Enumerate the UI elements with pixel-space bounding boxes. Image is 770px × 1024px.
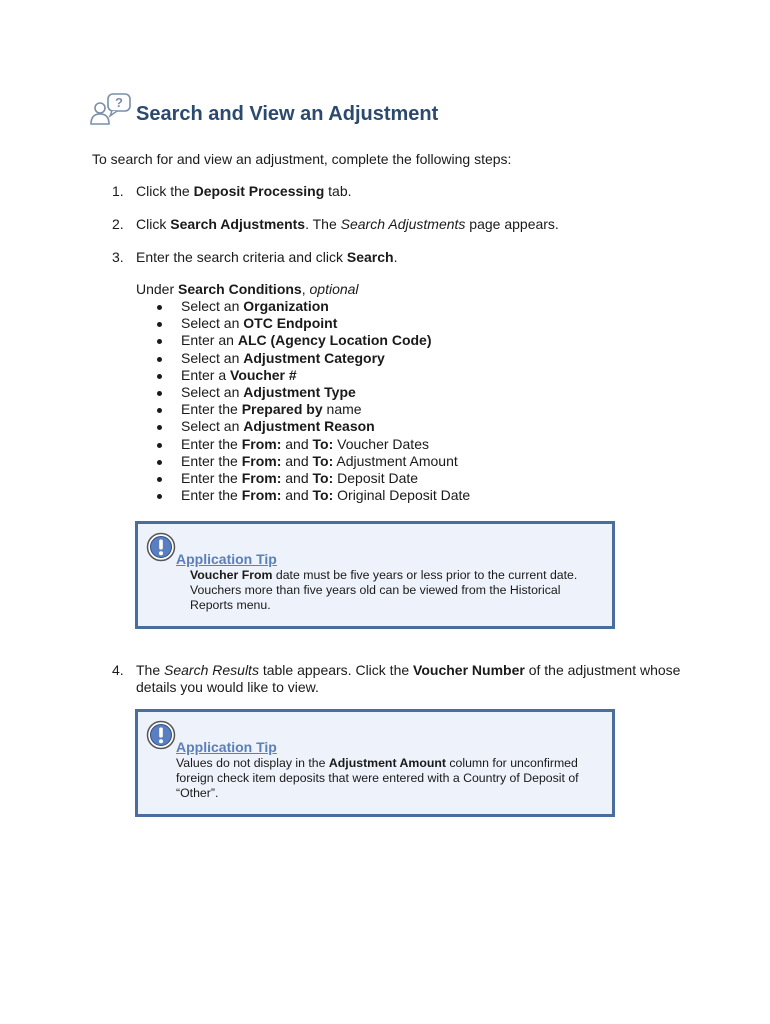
list-item: Select an Organization (154, 298, 470, 315)
list-item: Enter the Prepared by name (154, 401, 470, 418)
step-1: 1. Click the Deposit Processing tab. (112, 183, 352, 199)
svg-text:?: ? (115, 95, 123, 110)
step-4-continued: details you would like to view. (136, 679, 319, 695)
page-heading (88, 92, 438, 128)
search-conditions-list (154, 298, 470, 504)
tip-title: Application Tip (176, 739, 277, 755)
list-item: Select an Adjustment Category (154, 350, 470, 367)
exclamation-icon (146, 720, 176, 750)
search-conditions-heading: Under Search Conditions, optional (136, 281, 359, 297)
page-title: Search and View an Adjustment (136, 102, 439, 125)
list-item: Enter the From: and To: Voucher Dates (154, 436, 470, 453)
application-tip-box (135, 709, 615, 817)
step-4: 4. The Search Results table appears. Click the Voucher Number of the adjustment whose (112, 662, 681, 678)
list-item: Enter the From: and To: Adjustment Amount (154, 453, 470, 470)
intro-text: To search for and view an adjustment, complete the following steps: (92, 151, 512, 167)
user-question-icon (88, 92, 134, 128)
list-item: Enter the From: and To: Original Deposit Date (154, 487, 470, 504)
list-item: Enter a Voucher # (154, 367, 470, 384)
list-item: Select an OTC Endpoint (154, 315, 470, 332)
list-item: Select an Adjustment Reason (154, 418, 470, 435)
exclamation-icon (146, 532, 176, 562)
tip-title: Application Tip (176, 551, 277, 567)
tip-text: Voucher From date must be five years or less prior to the current date. Vouchers more than five years old can be viewed from the Historical Reports menu. (190, 568, 578, 612)
step-2: 2. Click Search Adjustments. The Search Adjustments page appears. (112, 216, 559, 232)
application-tip-box (135, 521, 615, 629)
list-item: Enter the From: and To: Deposit Date (154, 470, 470, 487)
list-item: Select an Adjustment Type (154, 384, 470, 401)
step-3: 3. Enter the search criteria and click Search. (112, 249, 398, 265)
list-item: Enter an ALC (Agency Location Code) (154, 332, 470, 349)
tip-text: Values do not display in the Adjustment Amount column for unconfirmed foreign check item deposits that were entered with a Country of Deposit of “Other”. (176, 756, 579, 800)
